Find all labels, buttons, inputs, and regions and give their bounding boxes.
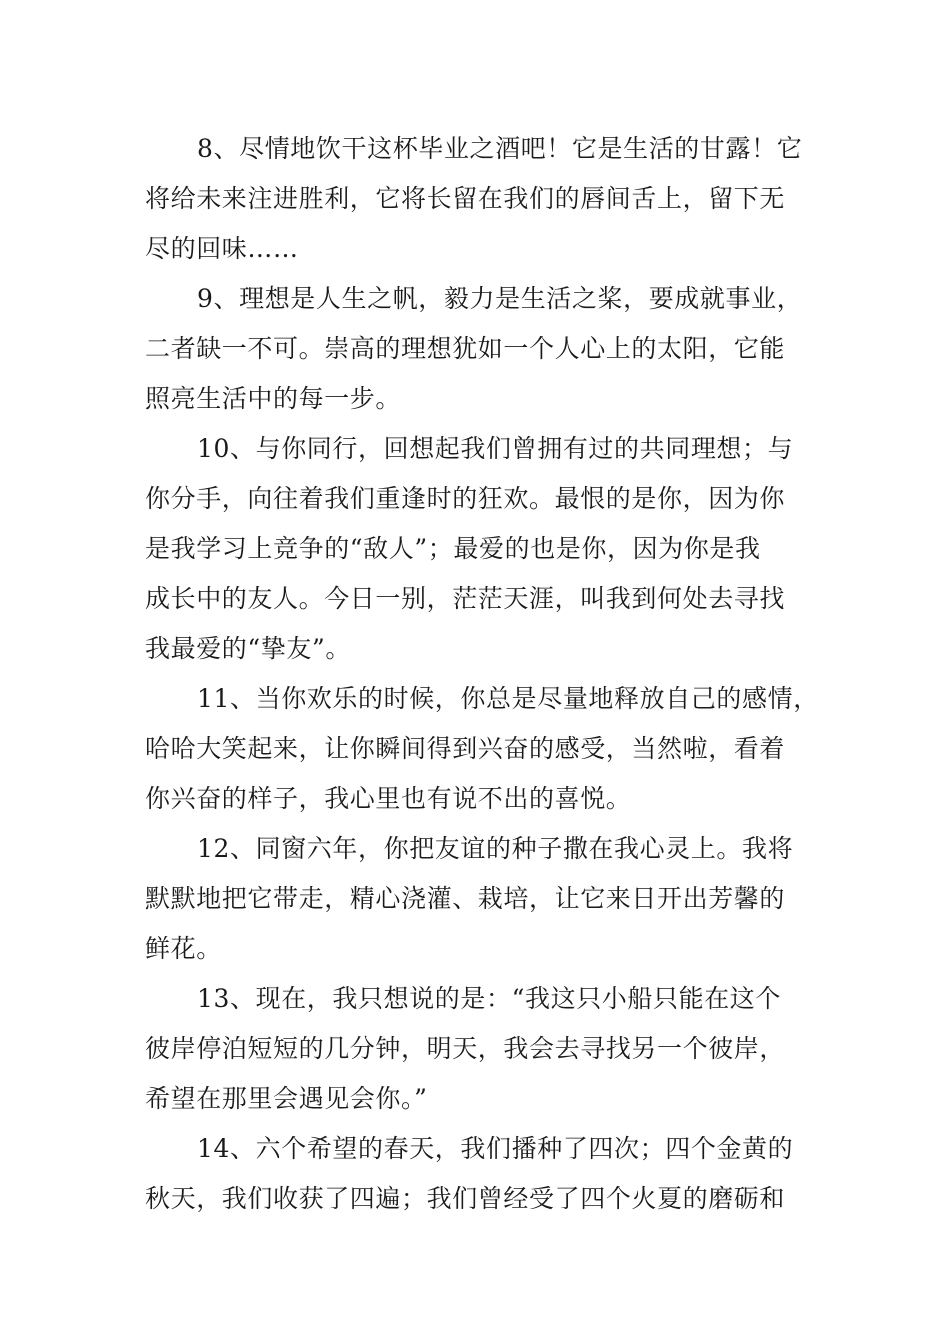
paragraph-first-line: 14、六个希望的春天，我们播种了四次；四个金黄的 <box>197 1134 794 1163</box>
paragraph-line: 默默地把它带走，精心浇灌、栽培，让它来日开出芳馨的 <box>145 884 786 913</box>
paragraph-line: 成长中的友人。今日一别，茫茫天涯，叫我到何处去寻找 <box>145 584 786 613</box>
paragraph-first-line: 10、与你同行，回想起我们曾拥有过的共同理想；与 <box>197 434 794 463</box>
paragraph-line: 哈哈大笑起来，让你瞬间得到兴奋的感受，当然啦，看着 <box>145 734 786 763</box>
paragraph-line: 二者缺一不可。崇高的理想犹如一个人心上的太阳，它能 <box>145 334 786 363</box>
paragraph-line: 尽的回味…… <box>145 234 299 263</box>
paragraph-first-line: 12、同窗六年，你把友谊的种子撒在我心灵上。我将 <box>197 834 794 863</box>
paragraph-line: 照亮生活中的每一步。 <box>145 384 402 413</box>
paragraph-line: 我最爱的“挚友”。 <box>145 634 351 663</box>
paragraph-line: 是我学习上竞争的“敌人”；最爱的也是你，因为你是我 <box>145 534 761 563</box>
document-body <box>145 124 825 1224</box>
paragraph-line: 将给未来注进胜利，它将长留在我们的唇间舌上，留下无 <box>145 184 786 213</box>
paragraph-first-line: 9、理想是人生之帆，毅力是生活之桨，要成就事业， <box>197 284 803 313</box>
paragraph-line: 鲜花。 <box>145 934 222 963</box>
paragraph-line: 你分手，向往着我们重逢时的狂欢。最恨的是你，因为你 <box>145 484 786 513</box>
paragraph-first-line: 8、尽情地饮干这杯毕业之酒吧！它是生活的甘露！它 <box>197 134 803 163</box>
paragraph-line: 秋天，我们收获了四遍；我们曾经受了四个火夏的磨砺和 <box>145 1184 786 1213</box>
paragraph-first-line: 13、现在，我只想说的是：“我这只小船只能在这个 <box>197 984 781 1013</box>
paragraph-line: 彼岸停泊短短的几分钟，明天，我会去寻找另一个彼岸， <box>145 1034 786 1063</box>
paragraph-first-line: 11、当你欢乐的时候，你总是尽量地释放自己的感情， <box>197 684 819 713</box>
paragraph-line: 你兴奋的样子，我心里也有说不出的喜悦。 <box>145 784 632 813</box>
paragraph-line: 希望在那里会遇见会你。” <box>145 1084 428 1113</box>
